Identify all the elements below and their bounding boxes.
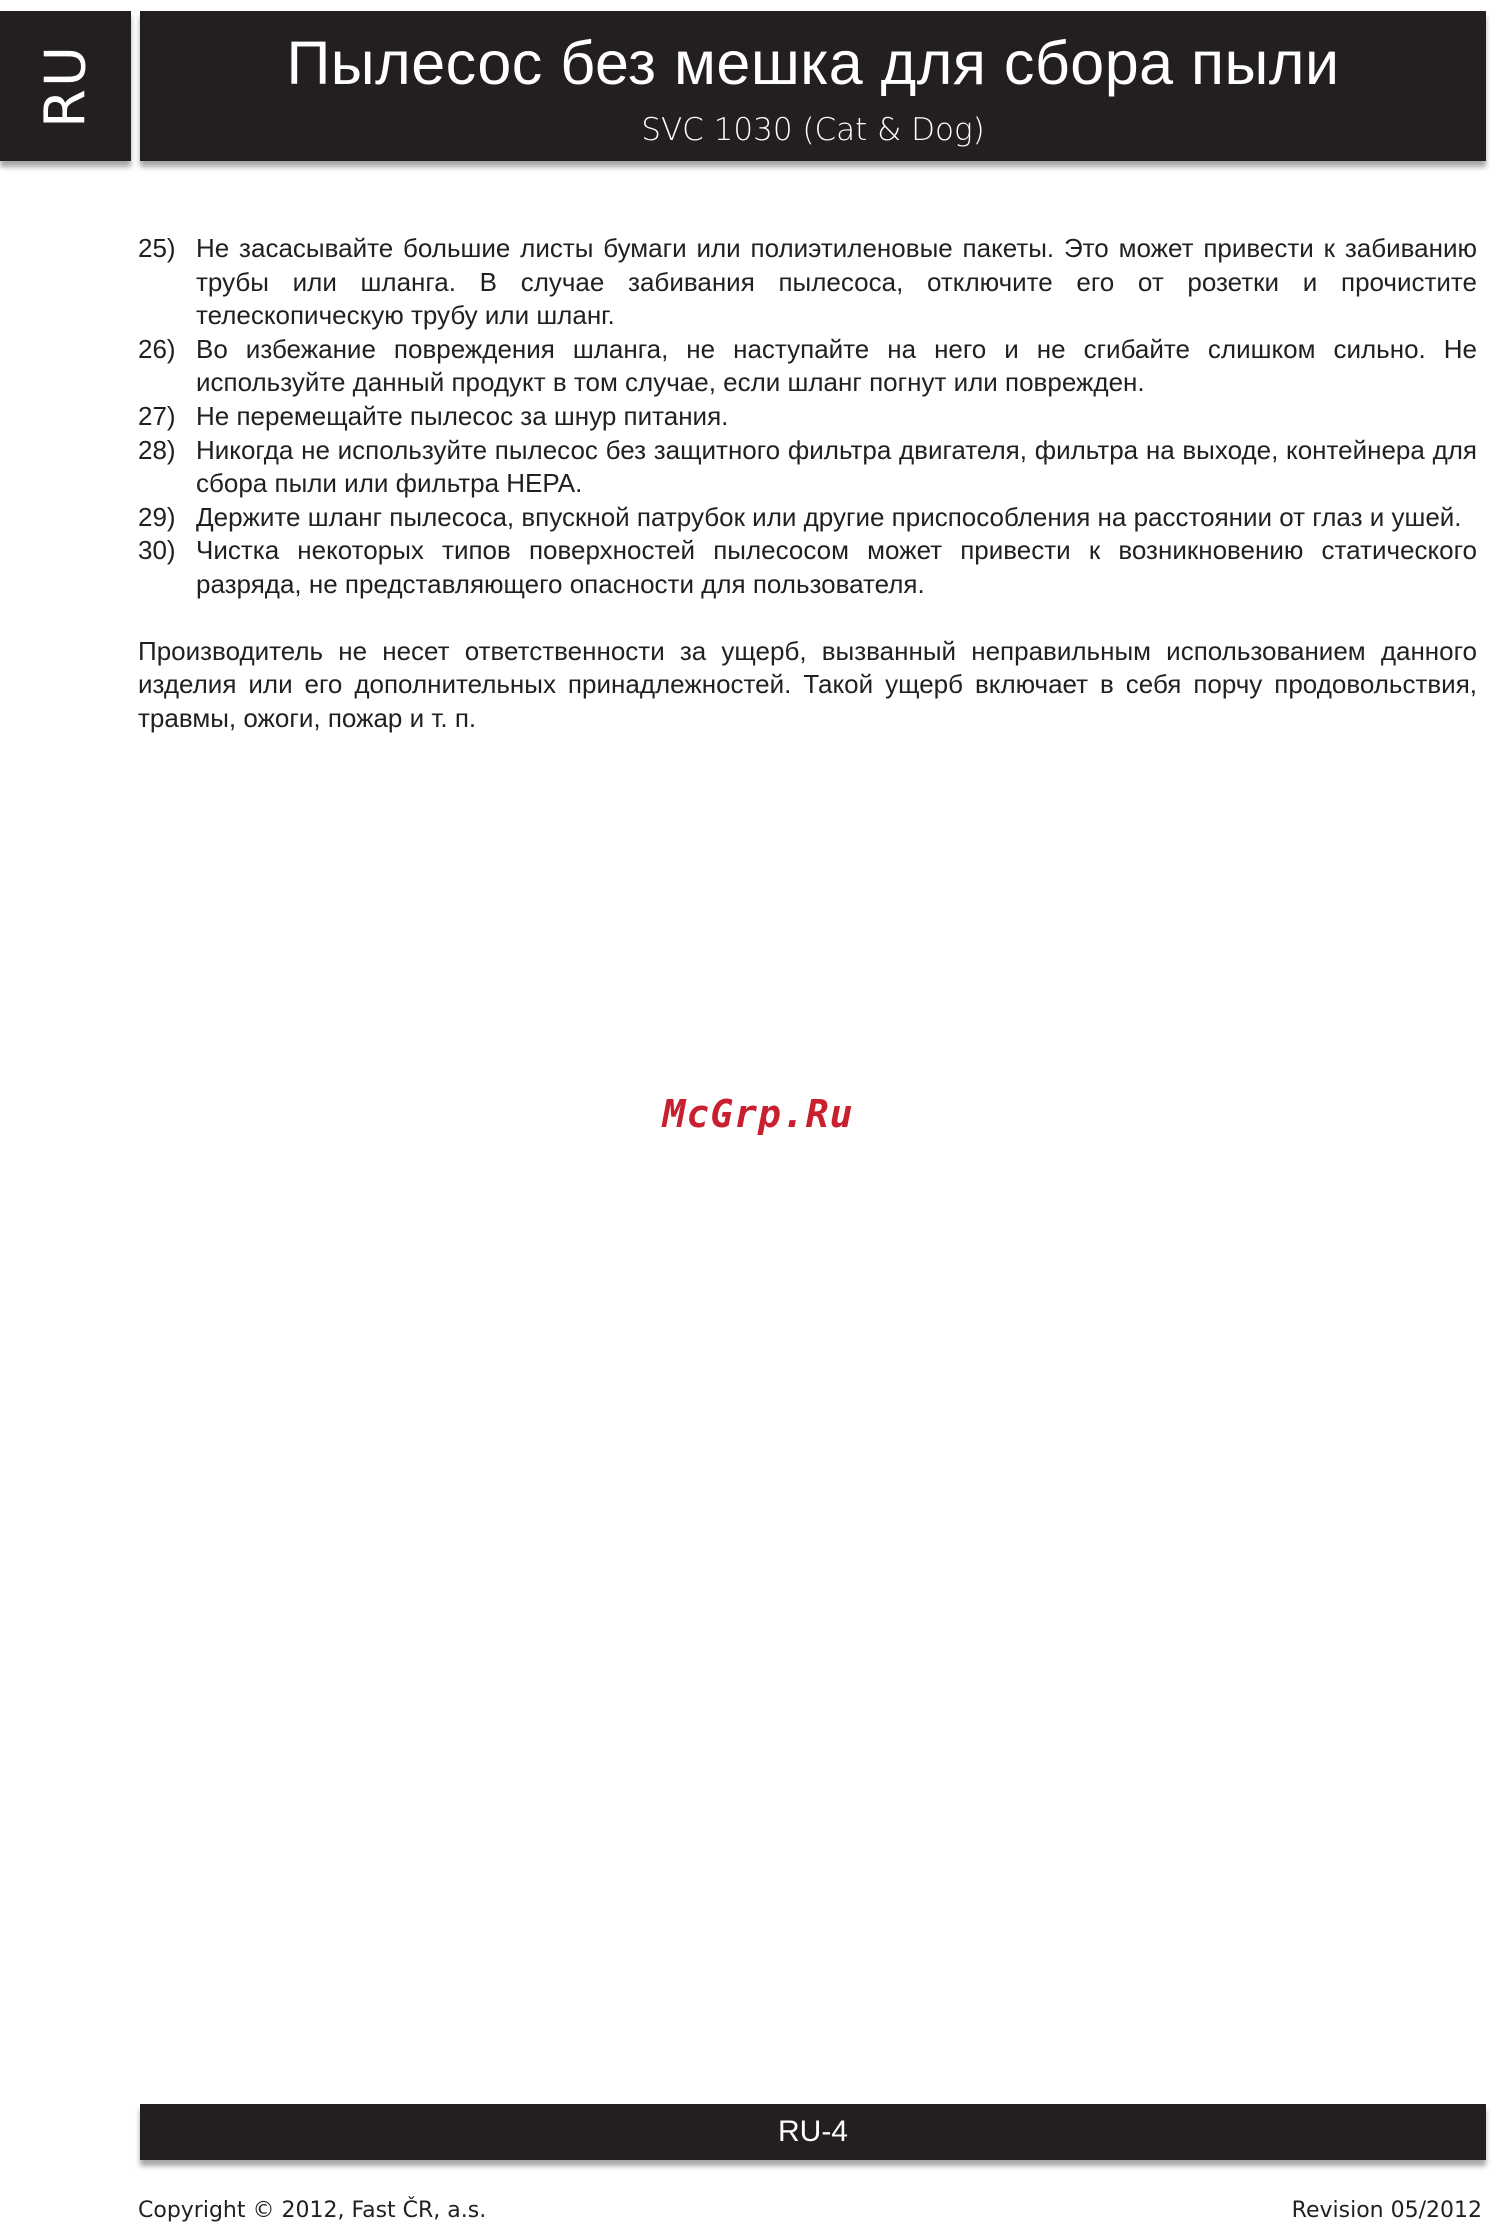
item-number: 26) — [138, 333, 176, 364]
item-text: Не засасывайте большие листы бумаги или полиэтиленовые пакеты. Это может привести к забиванию трубы или шланга. В случае забивания пылесоса, отключите его от розетки и прочистите телескопическую трубу или шланг. — [196, 233, 1477, 331]
item-number: 30) — [138, 535, 176, 566]
main-content — [138, 232, 1477, 761]
list-item — [138, 400, 1477, 434]
item-number: 25) — [138, 233, 176, 263]
page-footer — [140, 2104, 1486, 2160]
item-number: 27) — [138, 400, 176, 431]
page-number: RU-4 — [777, 2115, 848, 2148]
item-text: Держите шланг пылесоса, впускной патрубок или другие приспособления на расстоянии от глаз и ушей. — [196, 501, 1462, 532]
item-text: Чистка некоторых типов поверхностей пылесосом может привести к возникновению статического разряда, не представляющего опасности для пользователя. — [196, 535, 1477, 599]
page-header — [140, 11, 1486, 161]
list-item — [138, 501, 1477, 535]
language-tab — [0, 11, 131, 161]
item-text: Во избежание повреждения шланга, не наступайте на него и не сгибайте слишком сильно. Не используйте данный продукт в том случае, если шланг погнут или поврежден. — [196, 333, 1477, 398]
safety-instructions-list — [138, 232, 1477, 602]
list-item — [138, 434, 1477, 501]
item-text: Не перемещайте пылесос за шнур питания. — [196, 400, 729, 431]
model-subtitle: SVC 1030 (Cat & Dog) — [641, 112, 985, 148]
list-item — [138, 534, 1477, 601]
liability-disclaimer: Производитель не несет ответственности за ущерб, вызванный неправильным использованием данного изделия или его дополнительных принадлежностей. Такой ущерб включает в себя порчу продовольствия, травмы, ожоги, пожар и т. п. — [138, 635, 1477, 733]
language-code: RU — [33, 44, 98, 128]
list-item — [138, 333, 1477, 400]
revision-text: Revision 05/2012 — [1291, 2198, 1482, 2223]
page-title: Пылесос без мешка для сбора пыли — [286, 29, 1340, 97]
copyright-text: Copyright © 2012, Fast ČR, a.s. — [138, 2198, 487, 2223]
item-number: 28) — [138, 434, 176, 465]
item-number: 29) — [138, 501, 176, 532]
item-text: Никогда не используйте пылесос без защитного фильтра двигателя, фильтра на выходе, контейнера для сбора пыли или фильтра HEPA. — [196, 434, 1477, 499]
watermark-text: McGrp.Ru — [662, 1092, 854, 1136]
list-item — [138, 232, 1477, 333]
